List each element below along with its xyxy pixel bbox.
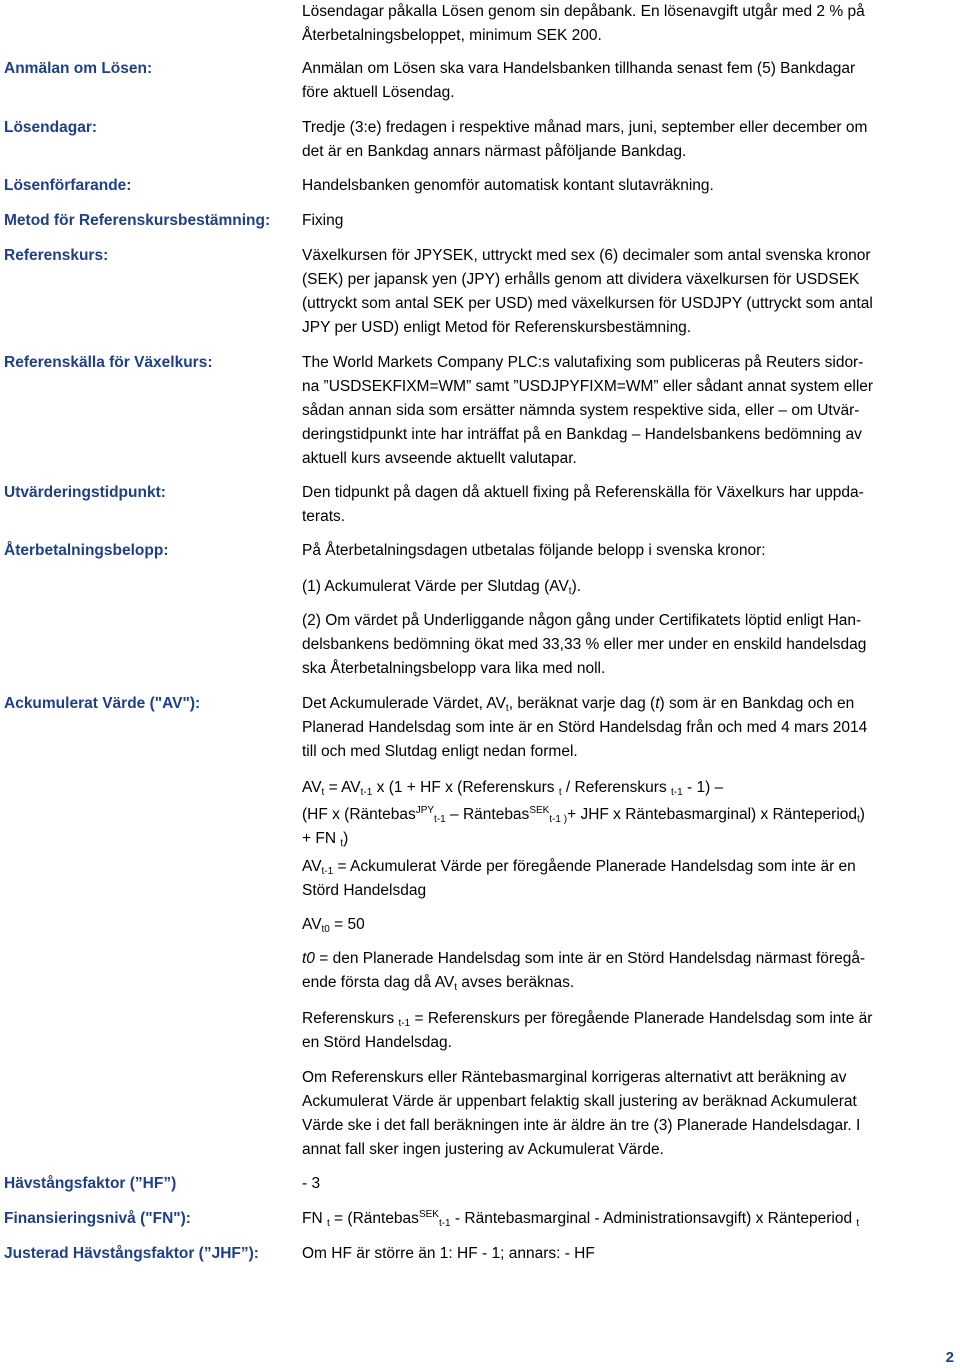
losendagar-label: Lösendagar: [4,119,98,136]
anmalan-text: Anmälan om Lösen ska vara Handelsbanken tillhanda senast fem (5) Bankdagar före aktuell Lösendag. [302,60,856,101]
utvardering-label: Utvärderingstidpunkt: [4,484,166,501]
ref-t-1-text: Referenskurs $_{t-1}$ = Referenskurs per föregående Planerade Handelsdag som inte är en Störd Handelsdag. [302,1010,873,1051]
aterbetalning-label: Återbetalningsbelopp: [4,542,169,559]
jhf-label: Justerad Hävstångsfaktor (”JHF”): [4,1245,259,1262]
metod-label: Metod för Referenskursbestämning: [4,212,271,229]
hf-label: Hävstångsfaktor (”HF”) [4,1175,177,1192]
villkor-2-text: (2) Om värdet på Underliggande någon gång under Certifikatets löptid enligt Han- delsbankens bedömning ökat med 33,33 % eller mer under en enskild handelsdag ska Återbetalningsbelopp vara lika med noll. [302,612,867,677]
referenskurs-text: Växelkursen för JPYSEK, uttryckt med sex (6) decimaler som antal svenska kronor (SEK) per japansk yen (JPY) erhålls genom att dividera växelkursen för USDSEK (uttryckt som antal SEK per USD) med växelkursen för USDJPY (uttryckt som antal JPY per USD) enligt Metod för Referenskursbestämning. [302,247,873,336]
aterbetalning-text: På Återbetalningsdagen utbetalas följande belopp i svenska kronor: [302,542,766,559]
losendagar-text: Tredje (3:e) fredagen i respektive månad mars, juni, september eller december om det är en Bankdag annars närmast påföljande Bankdag. [302,119,868,160]
metod-text: Fixing [302,212,344,229]
jhf-text: Om HF är större än 1: HF - 1; annars: - HF [302,1245,595,1262]
fn-text: FN $_t$ = (Räntebas$^{SEK}_{t-1}$ - Räntebasmarginal - Administrationsavgift) x Ränteperiod $_t$ [302,1209,860,1229]
referenskurs-label: Referenskurs: [4,247,109,264]
av-t0-text: $AV_{t0} = 50$ [302,916,365,935]
hf-text: - 3 [302,1175,321,1192]
anmalan-label: Anmälan om Lösen: [4,60,153,77]
av-t-1-text: $AV_{t-1}$ = Ackumulerat Värde per föregående Planerade Handelsdag som inte är en Störd Handelsdag [302,858,856,899]
ackumulerat-label: Ackumulerat Värde ("AV"): [4,695,201,712]
losenforfarande-text: Handelsbanken genomför automatisk kontant slutavräkning. [302,177,714,194]
page-number: 2 [945,1349,954,1366]
losen-fee-text: Lösendagar påkalla Lösen genom sin depåbank. En lösenavgift utgår med 2 % på Återbetalningsbeloppet, minimum SEK 200. [302,3,865,44]
villkor-1-text: (1) Ackumulerat Värde per Slutdag $(AV_t)$. [302,578,582,597]
losenforfarande-label: Lösenförfarande: [4,177,132,194]
korrigering-text: Om Referenskurs eller Räntebasmarginal korrigeras alternativt att beräkning av Ackumulerat Värde är uppenbart felaktig skall justering av beräknad Ackumulerat Värde ske i det fall beräkningen inte är äldre än tre (3) Planerade Handelsdagar. I annat fall sker ingen justering av Ackumulerat Värde. [302,1069,861,1158]
referenskalla-label: Referenskälla för Växelkurs: [4,354,213,371]
fn-label: Finansieringsnivå ("FN"): [4,1210,191,1227]
t0-text: t0 = den Planerade Handelsdag som inte är en Störd Handelsdag närmast föregå- ende första dag då $AV_t$ avses beräknas. [302,950,866,993]
referenskalla-text: The World Markets Company PLC:s valutafixing som publiceras på Reuters sidor- na ”USDSEKFIXM=WM” samt ”USDJPYFIXM=WM” eller sådant annat system eller sådan annan sida som ersätter nämnda system respektive sida, eller – om Utvär- deringstidpunkt inte har inträffat på en Bankdag – Handelsbankens bedömning av aktuell kurs avseende aktuellt valutapar. [302,354,874,467]
utvardering-text: Den tidpunkt på dagen då aktuell fixing på Referenskälla för Växelkurs har uppda- terats. [302,484,864,525]
ackumulerat-text: Det Ackumulerade Värdet, $AV_t$, beräknat varje dag (t) som är en Bankdag och en Planerad Handelsdag som inte är en Störd Handelsdag från och med 4 mars 2014 till och med Slutdag enligt nedan formel. [302,695,868,760]
formel-text: $AV_t = AV_{t-1}$ x (1 + HF x (Referenskurs $_t$ / Referenskurs $_{t-1}$ - 1) – (HF x (Räntebas$^{JPY}_{t-1}$ – Räntebas$^{SEK}_{t-1 )}$+ JHF x Räntebasmarginal) x Ränteperiod$_t$) + FN $_t$) [302,779,865,849]
